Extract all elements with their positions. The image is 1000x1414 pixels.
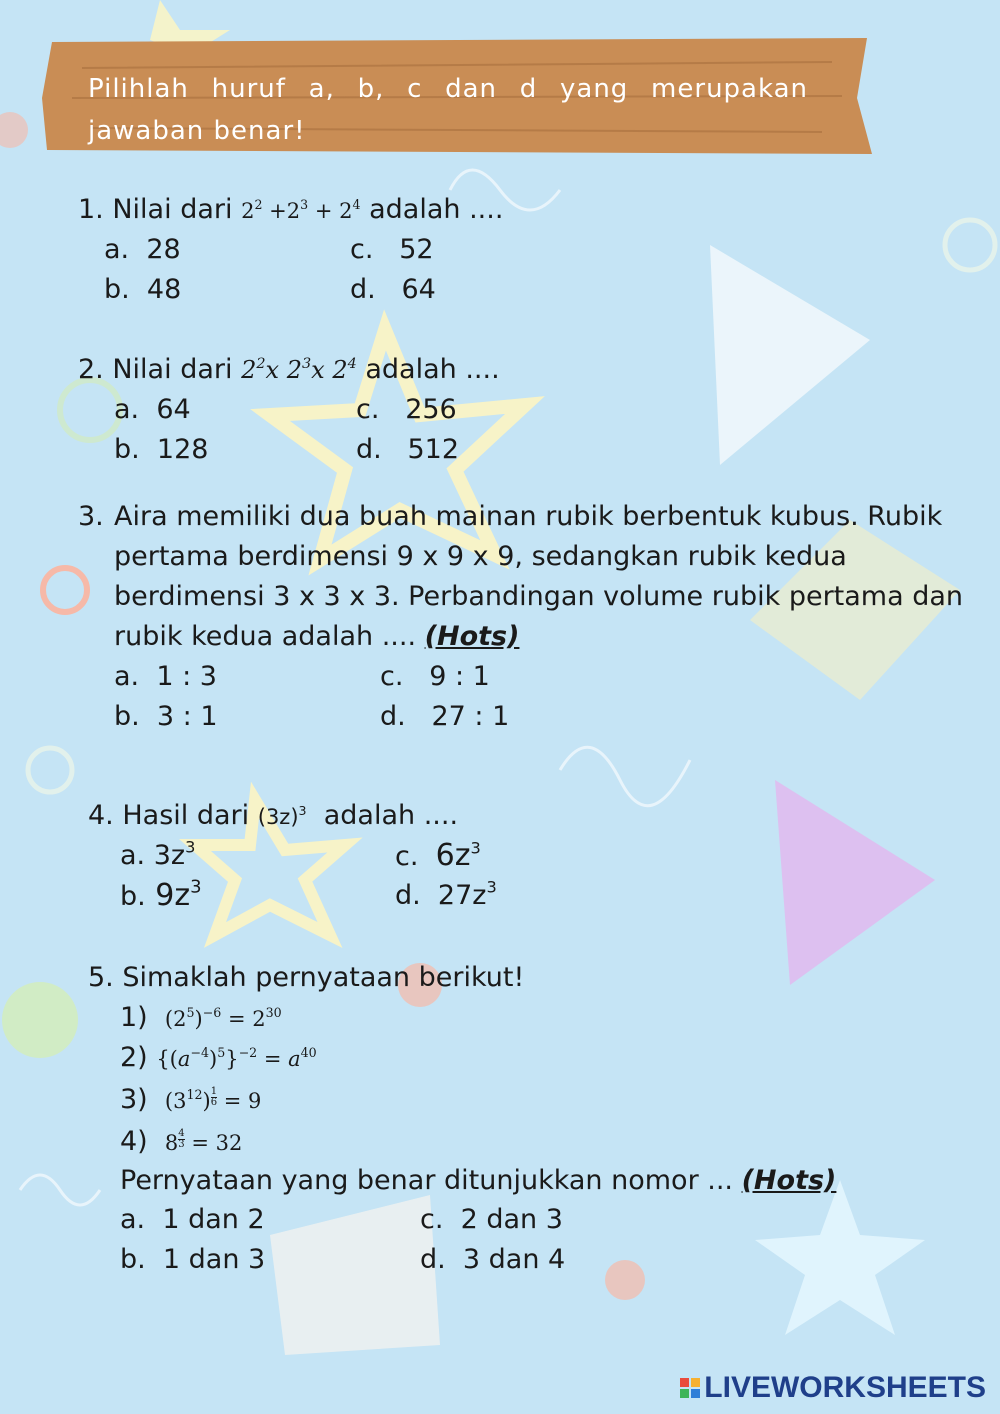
statement-2: 2) $\{(a^{-4})^5\}^{-2} = a^{40}$ xyxy=(120,1042,317,1073)
hots-label: (Hots) xyxy=(424,621,520,652)
question-3-number: 3. xyxy=(78,501,104,532)
scribble-decoration xyxy=(945,220,995,270)
statement-1: 1) $(2^5)^{-6} = 2^{30}$ xyxy=(120,1002,282,1033)
option-b[interactable]: b. 48 xyxy=(104,274,182,305)
triangle-decoration xyxy=(710,245,870,465)
option-d[interactable]: d. 3 dan 4 xyxy=(420,1244,566,1275)
question-2: 2. Nilai dari $2^2x$ $2^3x$ $2^4$ adalah .... xyxy=(78,354,500,385)
diamond-decoration xyxy=(270,1195,440,1355)
liveworksheets-logo xyxy=(680,1370,986,1406)
question-3-text: Aira memiliki dua buah mainan rubik berbentuk kubus. Rubik pertama berdimensi 9 x 9 x 9, sedangkan rubik kedua berdimensi 3 x 3 x 3. Perbandingan volume rubik pertama dan rubik kedua adalah .... (Hots) xyxy=(114,501,964,652)
option-a[interactable]: a. 1 : 3 xyxy=(114,661,217,692)
star-decoration xyxy=(755,1180,925,1335)
option-c[interactable]: c. 256 xyxy=(356,394,457,425)
question-5-prompt: Pernyataan yang benar ditunjukkan nomor ... (Hots) xyxy=(120,1165,837,1196)
squiggle-decoration xyxy=(20,1175,100,1205)
question-4: 4. Hasil dari $(3z)^3$ adalah .... xyxy=(88,800,459,831)
statement-3: 3) $(3^{12})$ $\frac{1}{6}$ = 9 xyxy=(120,1084,262,1115)
logo-icon xyxy=(680,1378,700,1398)
hots-label: (Hots) xyxy=(741,1165,837,1196)
option-c[interactable]: c. 9 : 1 xyxy=(380,661,490,692)
question-5: 5. Simaklah pernyataan berikut! xyxy=(88,962,525,993)
option-d[interactable]: d. 512 xyxy=(356,434,460,465)
math-expression: $2^2x$ $2^3x$ $2^4$ xyxy=(241,355,357,384)
math-expression: $(3z)^3$ xyxy=(257,803,307,829)
sun-decoration xyxy=(605,1260,645,1300)
question-number: 1. xyxy=(78,194,104,225)
math-expression: $2^2 +2^3 + 2^4$ xyxy=(241,197,361,223)
brand-text: LIVEWORKSHEETS xyxy=(704,1371,986,1404)
option-b[interactable]: b. 128 xyxy=(114,434,209,465)
option-c[interactable]: c. $6z^3$ xyxy=(395,838,481,873)
question-text: Nilai dari xyxy=(112,194,233,225)
option-b[interactable]: b. $9z^3$ xyxy=(120,876,202,913)
instruction-text: Pilihlah huruf a, b, c dan d yang merupakan jawaban benar! xyxy=(88,74,808,146)
squiggle-decoration xyxy=(560,747,690,805)
option-a[interactable]: a. $3z^3$ xyxy=(120,837,196,871)
option-c[interactable]: c. 2 dan 3 xyxy=(420,1204,563,1235)
question-1 xyxy=(78,190,503,231)
option-d[interactable]: d. $27z^3$ xyxy=(395,877,497,911)
instruction-banner xyxy=(42,38,872,156)
option-c[interactable]: c. 52 xyxy=(350,234,434,265)
scribble-decoration xyxy=(28,748,72,792)
question-suffix: adalah .... xyxy=(369,194,504,225)
scribble-decoration xyxy=(2,982,78,1058)
option-a[interactable]: a. 64 xyxy=(114,394,191,425)
option-b[interactable]: b. 1 dan 3 xyxy=(120,1244,266,1275)
sun-decoration xyxy=(0,112,28,148)
option-b[interactable]: b. 3 : 1 xyxy=(114,701,218,732)
option-a[interactable]: a. 1 dan 2 xyxy=(120,1204,265,1235)
option-d[interactable]: d. 27 : 1 xyxy=(380,701,510,732)
sun-decoration xyxy=(43,568,87,612)
option-a[interactable]: a. 28 xyxy=(104,234,181,265)
statement-4: 4) 8 $\frac{4}{3}$ = 32 xyxy=(120,1126,243,1157)
option-d[interactable]: d. 64 xyxy=(350,274,436,305)
triangle-decoration xyxy=(775,780,935,985)
